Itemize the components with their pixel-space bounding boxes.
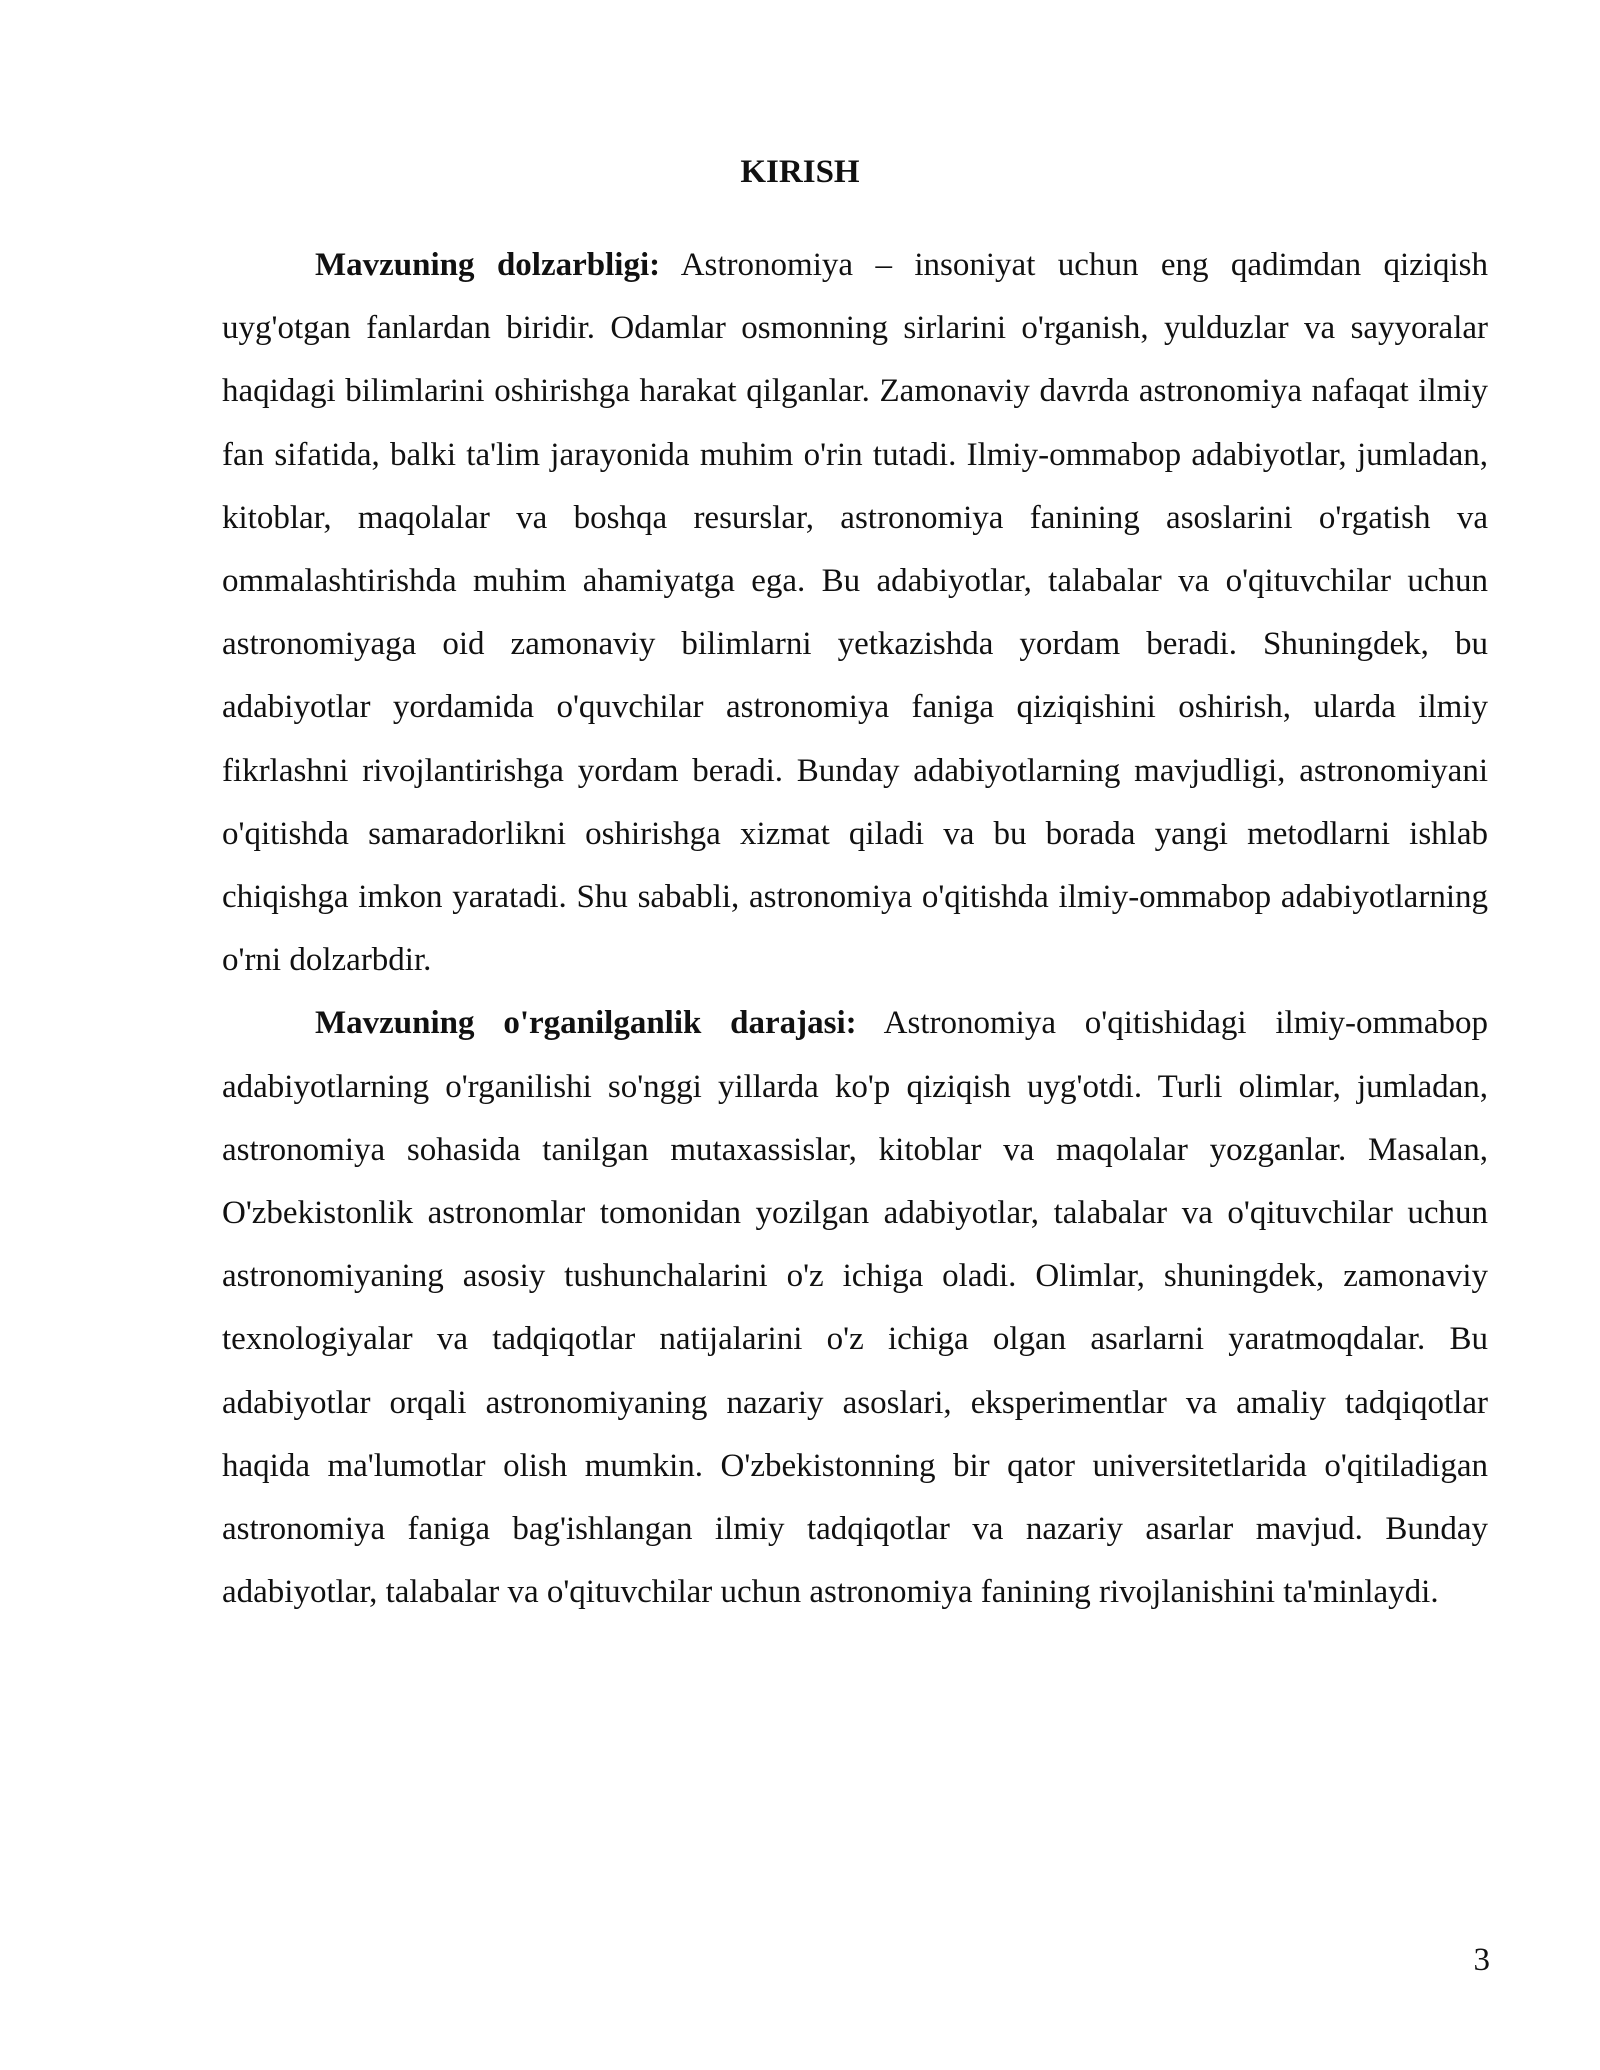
paragraph-lead: Mavzuning dolzarbligi: <box>315 247 661 283</box>
body-text <box>222 234 1488 1624</box>
page-heading: KIRISH <box>740 154 860 190</box>
paragraph-text: Astronomiya – insoniyat uchun eng qadimdan qiziqish uyg'otgan fanlardan biridir. Odamlar osmonning sirlarini o'rganish, yulduzlar va sayyoralar haqidagi bilimlarini oshirishga harakat qilganlar. Zamonaviy davrda astronomiya nafaqat ilmiy fan sifatida, balki ta'lim jarayonida muhim o'rin tutadi. Ilmiy-ommabop adabiyotlar, jumladan, kitoblar, maqolalar va boshqa resurslar, astronomiya fanining asoslarini o'rgatish va ommalashtirishda muhim ahamiyatga ega. Bu adabiyotlar, talabalar va o'qituvchilar uchun astronomiyaga oid zamonaviy bilimlarni yetkazishda yordam beradi. Shuningdek, bu adabiyotlar yordamida o'quvchilar astronomiya faniga qiziqishini oshirish, ularda ilmiy fikrlashni rivojlantirishga yordam beradi. Bunday adabiyotlarning mavjudligi, astronomiyani o'qitishda samaradorlikni oshirishga xizmat qiladi va bu borada yangi metodlarni ishlab chiqishga imkon yaratadi. Shu sababli, astronomiya o'qitishda ilmiy-ommabop adabiyotlarning o'rni dolzarbdir. <box>222 247 1488 979</box>
paragraph-text: Astronomiya o'qitishidagi ilmiy-ommabop adabiyotlarning o'rganilishi so'nggi yillarda ko'p qiziqish uyg'otdi. Turli olimlar, jumladan, astronomiya sohasida tanilgan mutaxassislar, kitoblar va maqolalar yozganlar. Masalan, O'zbekistonlik astronomlar tomonidan yozilgan adabiyotlar, talabalar va o'qituvchilar uchun astronomiyaning asosiy tushunchalarini o'z ichiga oladi. Olimlar, shuningdek, zamonaviy texnologiyalar va tadqiqotlar natijalarini o'z ichiga olgan asarlarni yaratmoqdalar. Bu adabiyotlar orqali astronomiyaning nazariy asoslari, eksperimentlar va amaliy tadqiqotlar haqida ma'lumotlar olish mumkin. O'zbekistonning bir qator universitetlarida o'qitiladigan astronomiya faniga bag'ishlangan ilmiy tadqiqotlar va nazariy asarlar mavjud. Bunday adabiyotlar, talabalar va o'qituvchilar uchun astronomiya fanining rivojlanishini ta'minlaydi. <box>222 1005 1489 1611</box>
paragraph-lead: Mavzuning o'rganilganlik darajasi: <box>315 1005 857 1042</box>
page-number: 3 <box>1473 1942 1490 1978</box>
paragraph-study-level <box>222 992 1488 1624</box>
paragraph-relevance <box>222 234 1488 992</box>
